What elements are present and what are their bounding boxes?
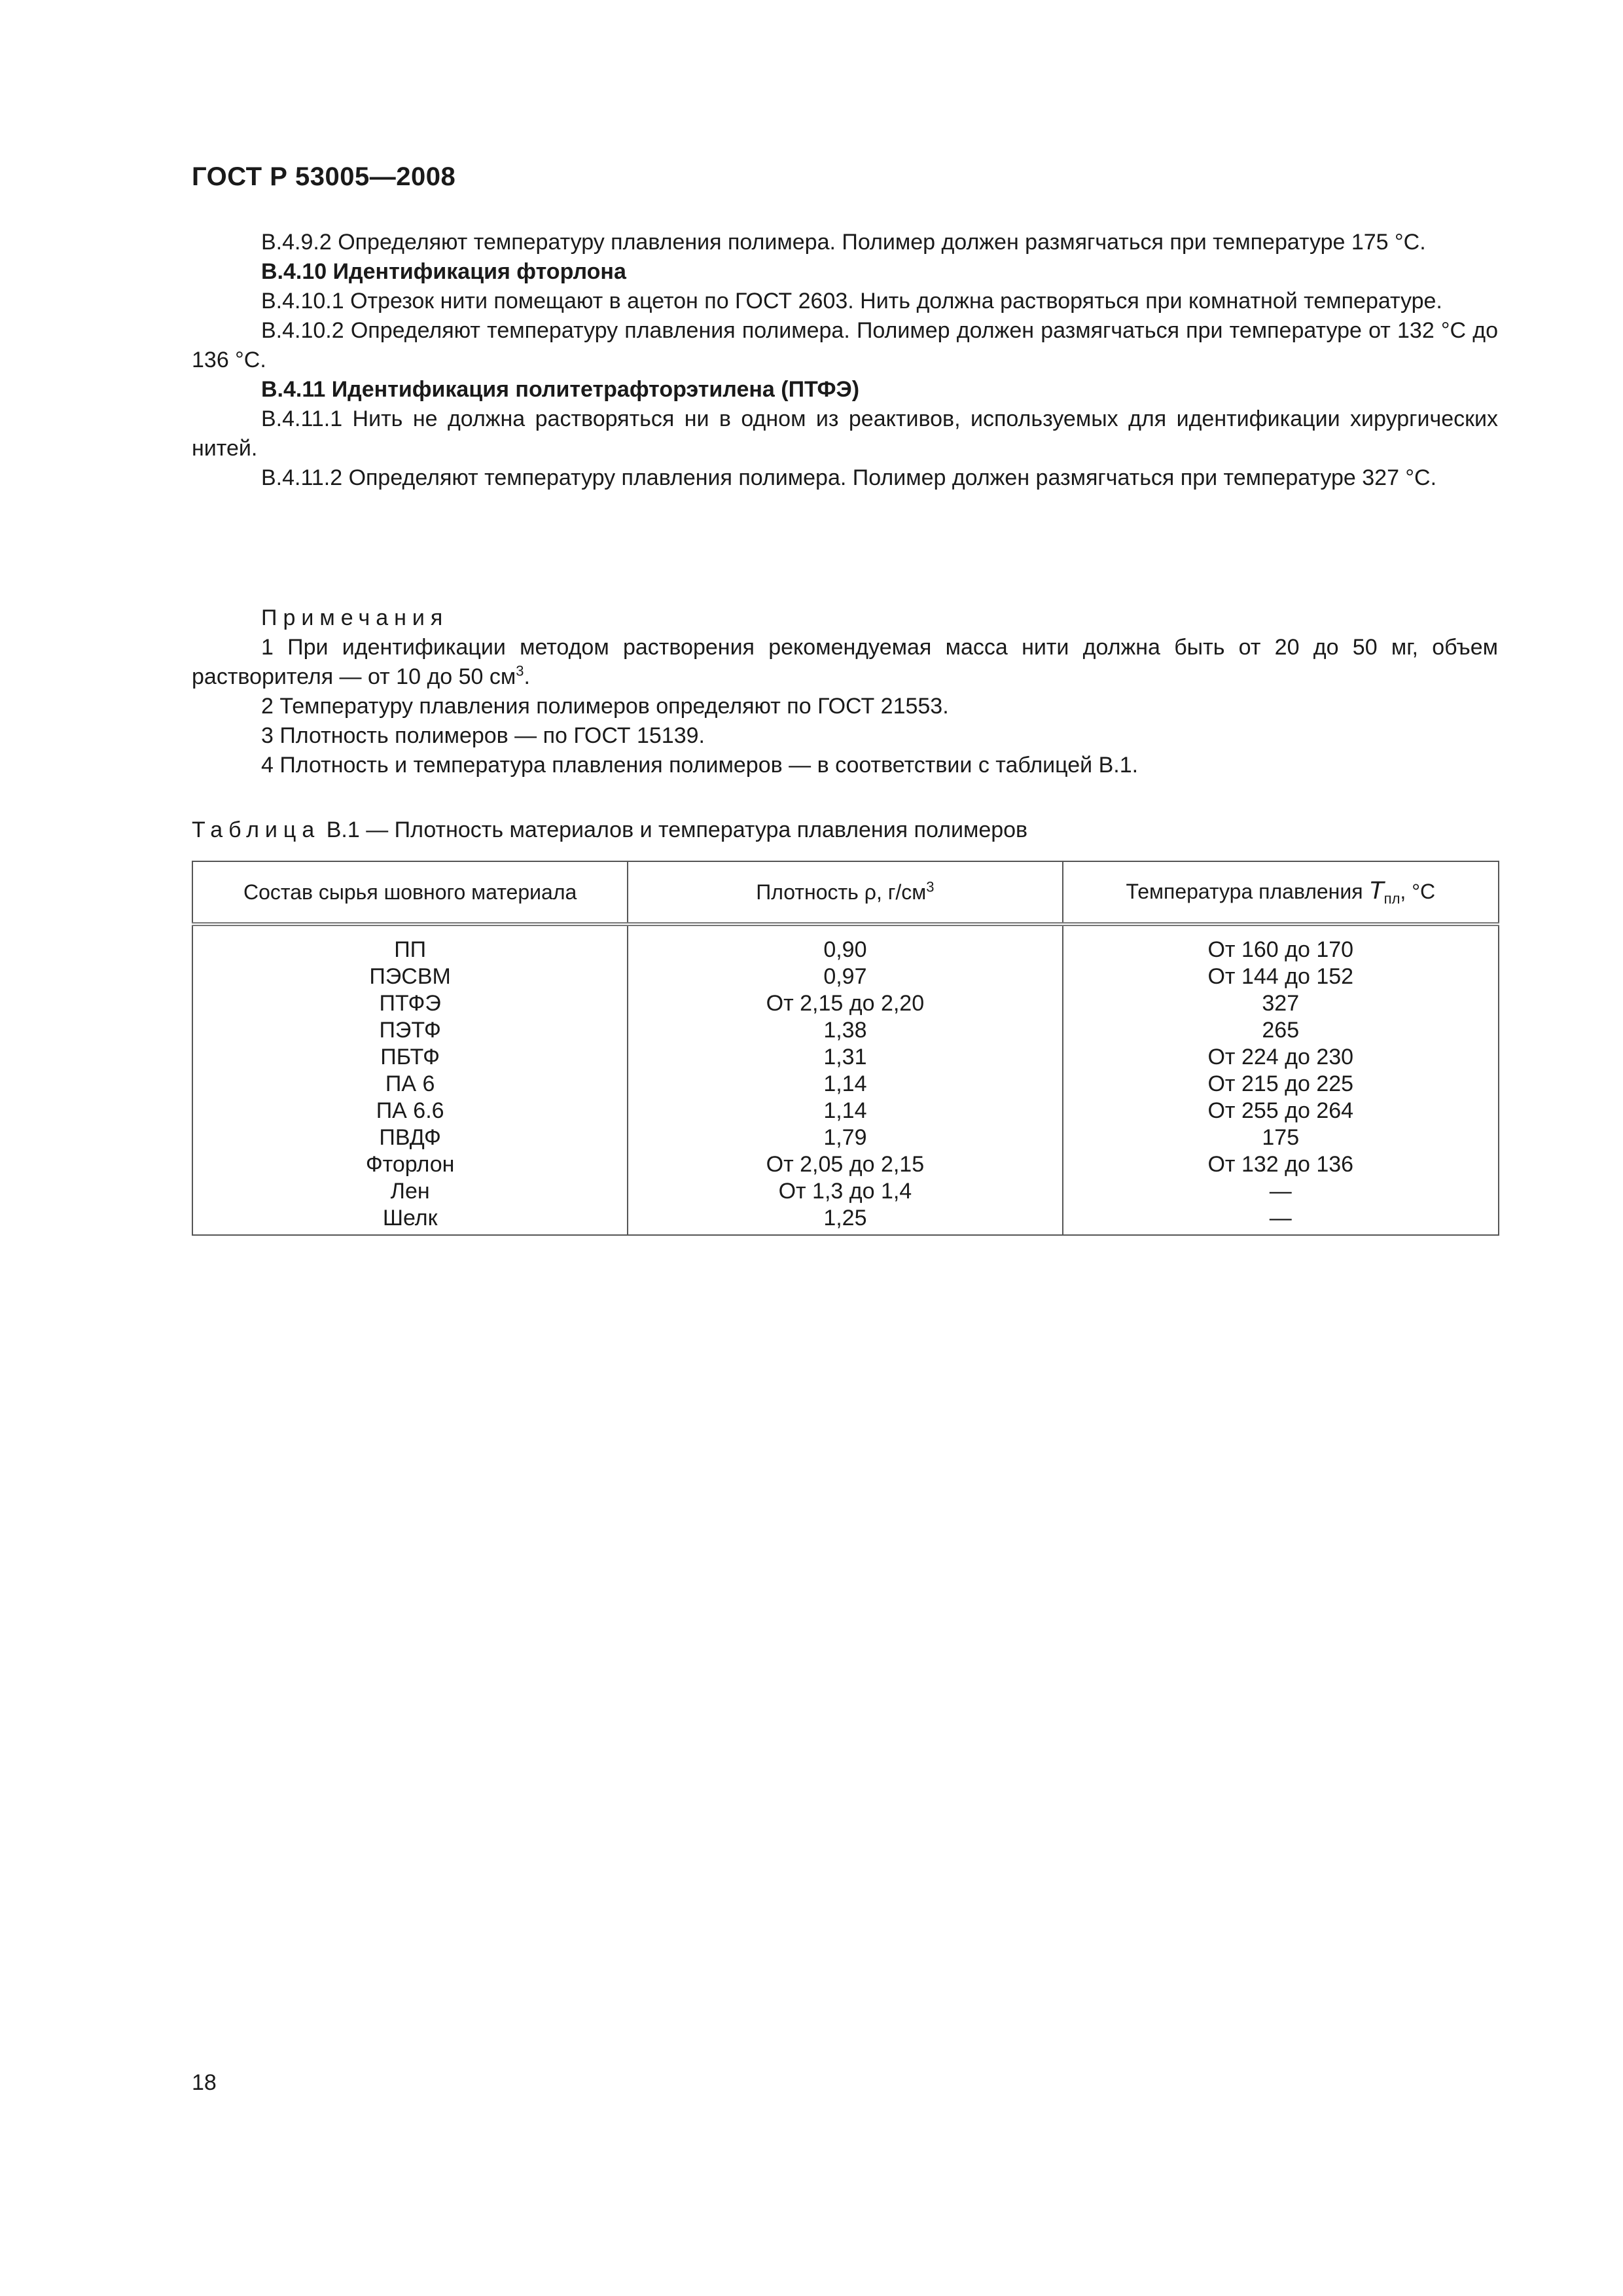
cell-melting: — xyxy=(1063,1205,1499,1235)
cell-density: От 1,3 до 1,4 xyxy=(628,1178,1062,1205)
document-header: ГОСТ Р 53005—2008 xyxy=(192,162,456,191)
cell-material: ПЭСВМ xyxy=(192,963,628,990)
cell-material: ПВДФ xyxy=(192,1124,628,1151)
cell-density: 1,14 xyxy=(628,1098,1062,1124)
table-row xyxy=(192,990,1499,1017)
note-1-end: . xyxy=(524,664,530,689)
cell-melting: От 255 до 264 xyxy=(1063,1098,1499,1124)
table-row xyxy=(192,963,1499,990)
cell-density: 1,79 xyxy=(628,1124,1062,1151)
table-caption xyxy=(192,816,1027,845)
body-section xyxy=(192,228,1498,493)
cell-melting: 175 xyxy=(1063,1124,1499,1151)
header-melting xyxy=(1063,861,1499,924)
header-melting-unit: , °С xyxy=(1400,879,1436,903)
note-3: 3 Плотность полимеров — по ГОСТ 15139. xyxy=(261,723,705,748)
cell-density: 0,97 xyxy=(628,963,1062,990)
cell-melting: — xyxy=(1063,1178,1499,1205)
cell-material: ПП xyxy=(192,924,628,963)
cell-material: ПА 6.6 xyxy=(192,1098,628,1124)
table-row xyxy=(192,1044,1499,1071)
cell-melting: От 144 до 152 xyxy=(1063,963,1499,990)
cell-density: 1,38 xyxy=(628,1017,1062,1044)
cell-material: Фторлон xyxy=(192,1151,628,1178)
heading-b-4-10: В.4.10 Идентификация фторлона xyxy=(261,259,626,284)
table-row xyxy=(192,924,1499,963)
table-caption-rest: В.1 — Плотность материалов и температура плавления полимеров xyxy=(320,817,1028,842)
note-1-superscript: 3 xyxy=(516,662,524,679)
cell-melting: 327 xyxy=(1063,990,1499,1017)
heading-b-4-11: В.4.11 Идентификация политетрафторэтилена (ПТФЭ) xyxy=(261,377,860,402)
header-density-superscript: 3 xyxy=(926,878,935,895)
cell-density: 1,25 xyxy=(628,1205,1062,1235)
note-2: 2 Температуру плавления полимеров определяют по ГОСТ 21553. xyxy=(261,694,949,719)
table-row xyxy=(192,1098,1499,1124)
table-row xyxy=(192,1017,1499,1044)
table-row xyxy=(192,1205,1499,1235)
cell-melting: От 224 до 230 xyxy=(1063,1044,1499,1071)
table-row xyxy=(192,1178,1499,1205)
cell-material: ПЭТФ xyxy=(192,1017,628,1044)
cell-material: ПА 6 xyxy=(192,1071,628,1098)
table-row xyxy=(192,1124,1499,1151)
cell-material: Шелк xyxy=(192,1205,628,1235)
note-1-text: 1 При идентификации методом растворения рекомендуемая масса нити должна быть от 20 до 50 мг, объем растворителя — от 10 до 50 см xyxy=(192,635,1498,689)
cell-material: Лен xyxy=(192,1178,628,1205)
table-row xyxy=(192,1151,1499,1178)
header-melting-subscript: пл xyxy=(1383,890,1400,907)
note-4: 4 Плотность и температура плавления полимеров — в соответствии с таблицей В.1. xyxy=(261,753,1139,778)
cell-melting: 265 xyxy=(1063,1017,1499,1044)
header-density xyxy=(628,861,1062,924)
notes-section xyxy=(192,603,1498,780)
notes-title: Примечания xyxy=(261,605,449,630)
density-melting-table xyxy=(192,861,1499,1236)
cell-density: 1,14 xyxy=(628,1071,1062,1098)
cell-material: ПБТФ xyxy=(192,1044,628,1071)
header-material: Состав сырья шовного материала xyxy=(192,861,628,924)
page-number: 18 xyxy=(192,2070,217,2095)
table-caption-word: Таблица xyxy=(192,817,321,842)
paragraph-b-4-9-2: В.4.9.2 Определяют температуру плавления полимера. Полимер должен размягчаться при температуре 175 °С. xyxy=(261,230,1426,255)
cell-density: От 2,15 до 2,20 xyxy=(628,990,1062,1017)
cell-material: ПТФЭ xyxy=(192,990,628,1017)
cell-density: 0,90 xyxy=(628,924,1062,963)
cell-melting: От 160 до 170 xyxy=(1063,924,1499,963)
cell-density: От 2,05 до 2,15 xyxy=(628,1151,1062,1178)
header-density-text: Плотность ρ, г/см xyxy=(756,880,927,904)
header-melting-symbol: T xyxy=(1368,876,1384,905)
paragraph-b-4-11-1: В.4.11.1 Нить не должна растворяться ни в одном из реактивов, используемых для идентификации хирургических нитей. xyxy=(192,406,1498,461)
cell-melting: От 215 до 225 xyxy=(1063,1071,1499,1098)
table-header-row xyxy=(192,861,1499,924)
cell-density: 1,31 xyxy=(628,1044,1062,1071)
paragraph-b-4-10-1: В.4.10.1 Отрезок нити помещают в ацетон по ГОСТ 2603. Нить должна растворяться при комнатной температуре. xyxy=(261,289,1442,314)
paragraph-b-4-11-2: В.4.11.2 Определяют температуру плавления полимера. Полимер должен размягчаться при температуре 327 °С. xyxy=(261,465,1437,490)
table-row xyxy=(192,1071,1499,1098)
paragraph-b-4-10-2: В.4.10.2 Определяют температуру плавления полимера. Полимер должен размягчаться при температуре от 132 °С до 136 °С. xyxy=(192,318,1498,372)
header-melting-text: Температура плавления xyxy=(1126,879,1369,903)
cell-melting: От 132 до 136 xyxy=(1063,1151,1499,1178)
note-1 xyxy=(192,633,1498,692)
